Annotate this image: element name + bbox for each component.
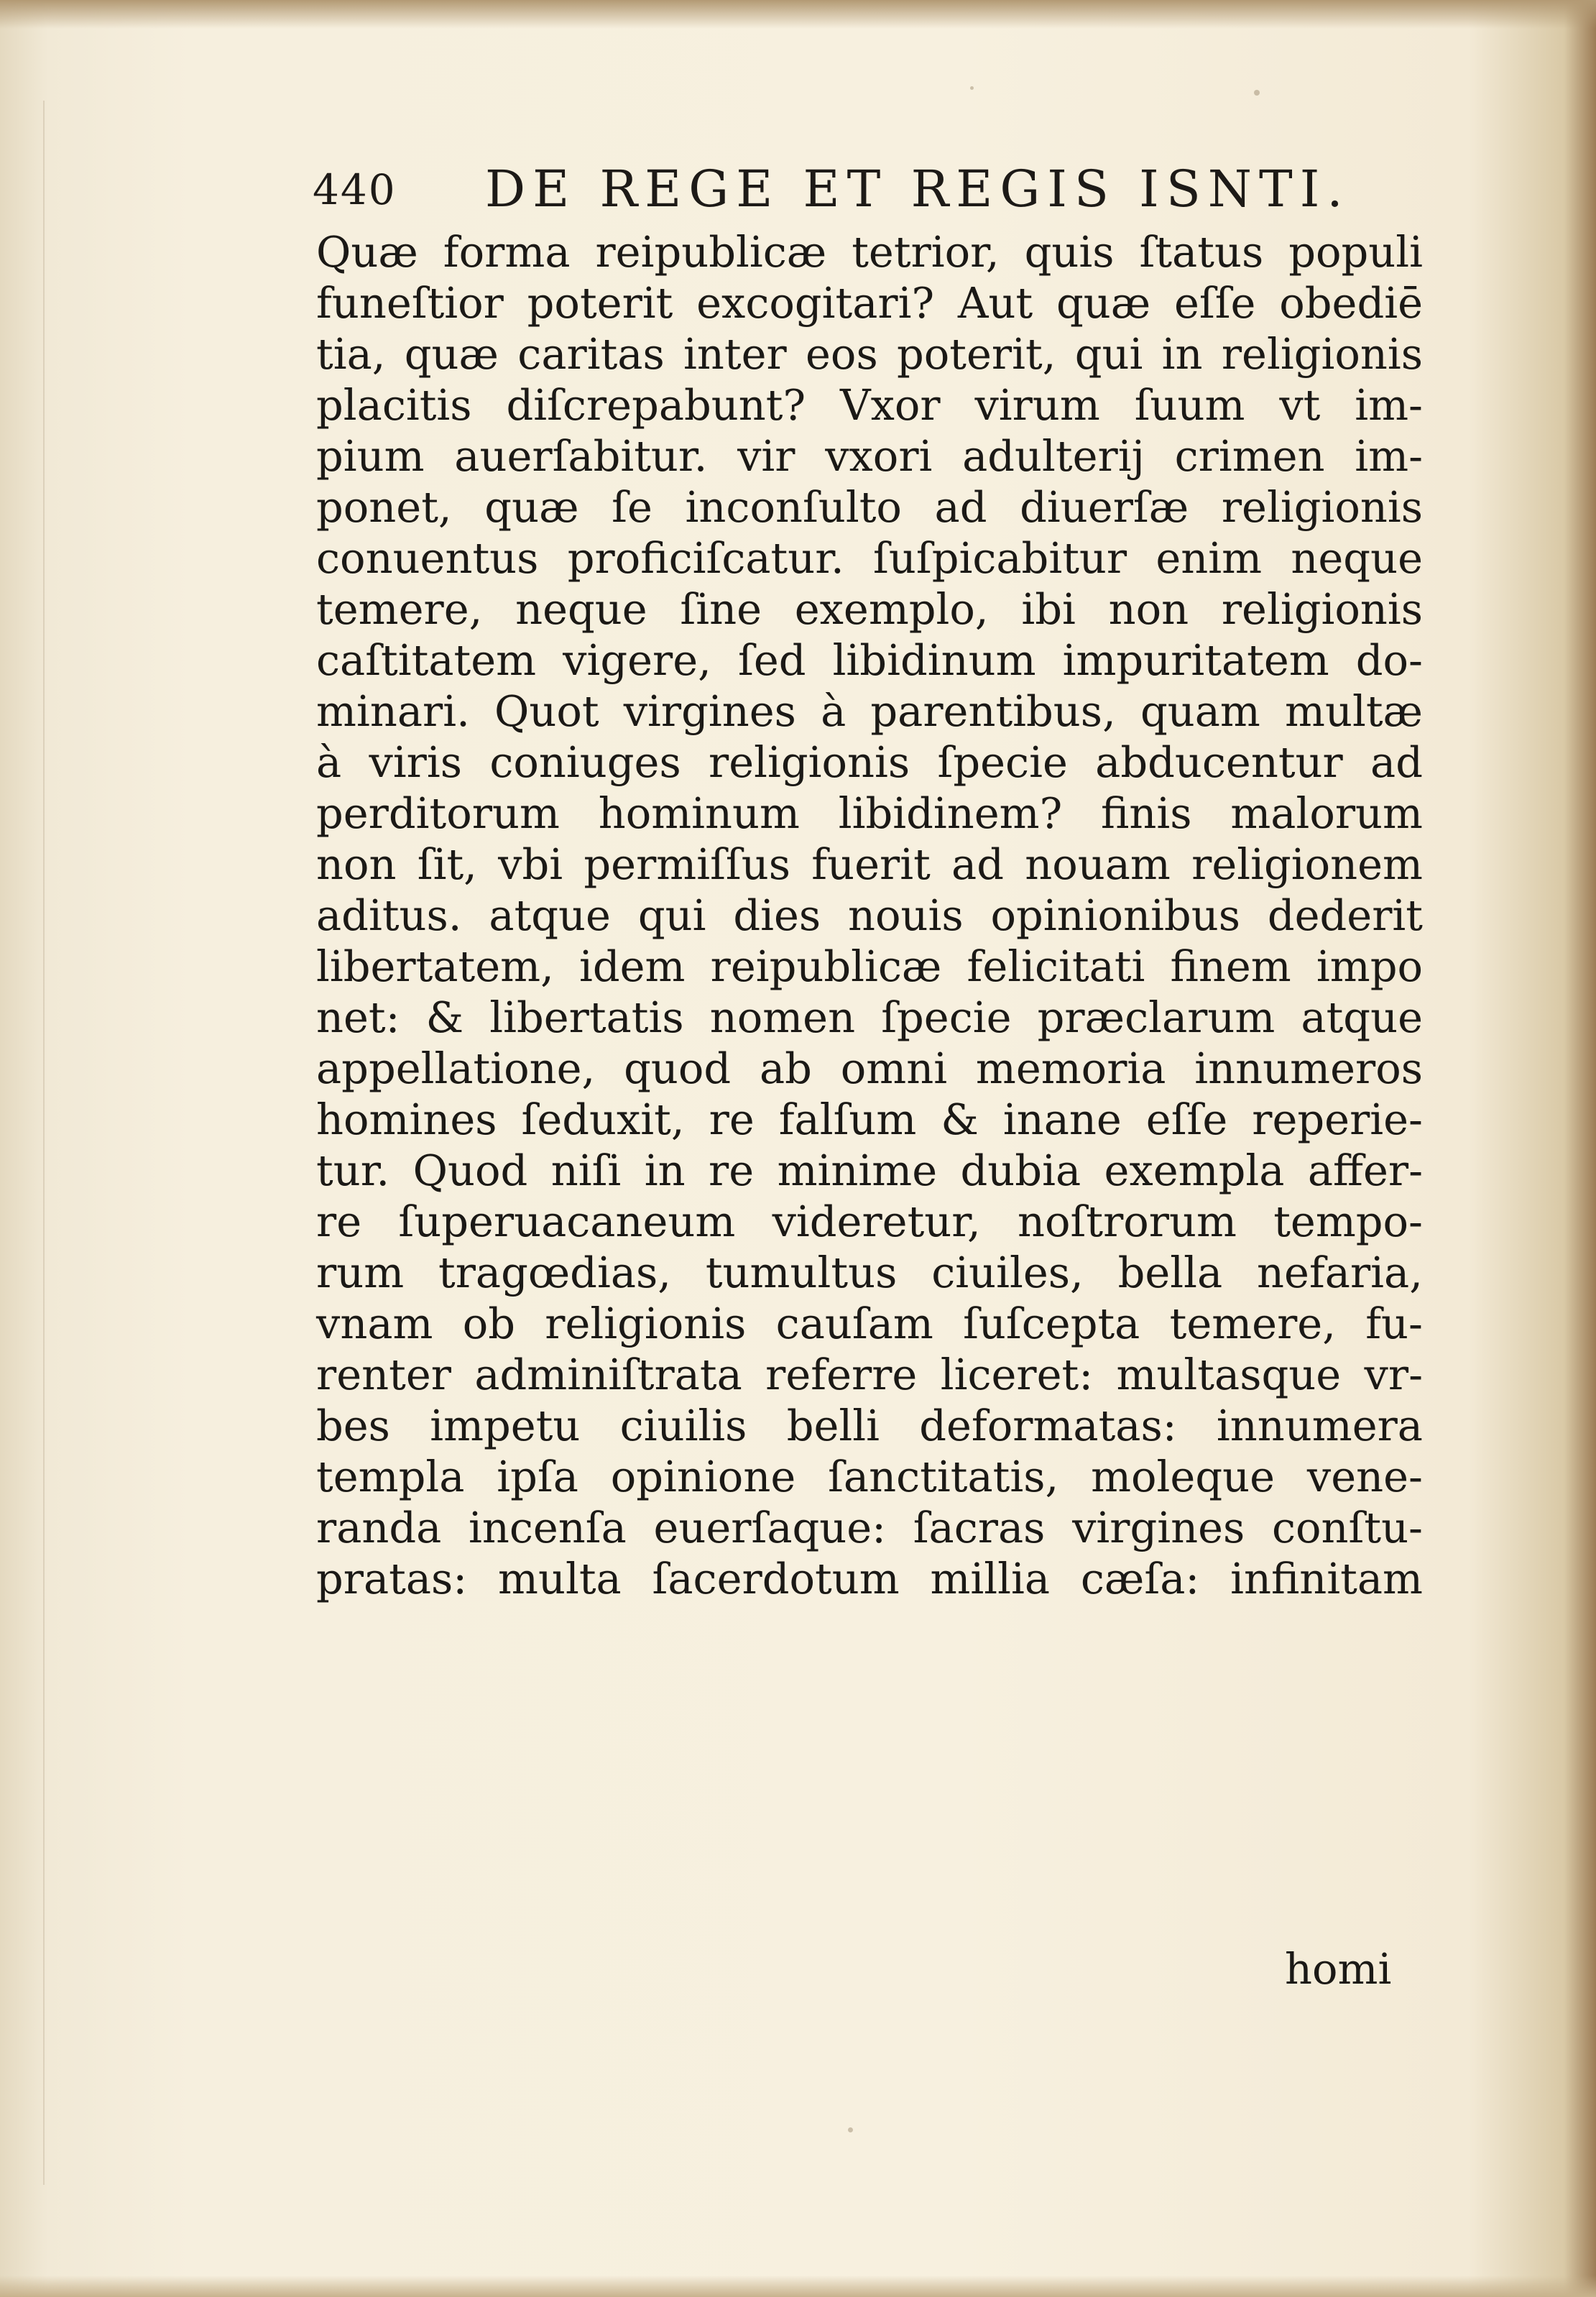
text-line: appellatione, quod ab omni memoria innumeros bbox=[316, 1044, 1423, 1093]
catchword: homi bbox=[1285, 1944, 1392, 1994]
text-line: re ſuperuacaneum videretur, noſtrorum tempo- bbox=[316, 1197, 1423, 1246]
paper-speck bbox=[848, 2127, 853, 2132]
text-line: renter adminiſtrata referre liceret: multasque vr- bbox=[316, 1350, 1423, 1399]
body-text bbox=[316, 226, 1423, 1604]
text-line: Quæ forma reipublicæ tetrior, quis ſtatus populi bbox=[316, 227, 1423, 277]
text-line: non ſit, vbi permiſſus fuerit ad nouam religionem bbox=[316, 839, 1423, 889]
text-line: aditus. atque qui dies nouis opinionibus dederit bbox=[316, 890, 1423, 940]
text-line: ponet, quæ ſe inconſulto ad diuerſæ religionis bbox=[316, 482, 1423, 532]
text-line: minari. Quot virgines à parentibus, quam multæ bbox=[316, 686, 1423, 736]
text-line: randa incenſa euerſaque: ſacras virgines conſtu- bbox=[316, 1503, 1423, 1552]
text-line: tur. Quod niſi in re minime dubia exempla affer- bbox=[316, 1146, 1423, 1195]
text-line: perditorum hominum libidinem? finis malorum bbox=[316, 788, 1423, 838]
running-head: DE REGE ET REGIS ISNTI. bbox=[485, 160, 1350, 218]
text-line: homines ſeduxit, re falſum & inane eſſe reperie- bbox=[316, 1095, 1423, 1144]
text-line: net: & libertatis nomen ſpecie præclarum atque bbox=[316, 993, 1423, 1042]
text-line: pium auerſabitur. vir vxori adulterij crimen im- bbox=[316, 431, 1423, 481]
text-line: funeſtior poterit excogitari? Aut quæ eſſe obediē bbox=[316, 278, 1423, 328]
text-line: placitis diſcrepabunt? Vxor virum ſuum vt im- bbox=[316, 380, 1423, 430]
text-line: templa ipſa opinione ſanctitatis, moleque vene- bbox=[316, 1452, 1423, 1501]
page-fold-shadow bbox=[43, 101, 45, 2185]
text-line: rum tragœdias, tumultus ciuiles, bella nefaria, bbox=[316, 1248, 1423, 1297]
text-line: temere, neque ſine exemplo, ibi non religionis bbox=[316, 584, 1423, 634]
text-line: caſtitatem vigere, ſed libidinum impuritatem do- bbox=[316, 635, 1423, 685]
paper-speck bbox=[1254, 90, 1260, 96]
text-line: libertatem, idem reipublicæ felicitati finem impo bbox=[316, 942, 1423, 991]
text-line: à viris coniuges religionis ſpecie abducentur ad bbox=[316, 737, 1423, 787]
text-line: vnam ob religionis cauſam ſuſcepta temere, fu- bbox=[316, 1299, 1423, 1348]
paper-speck bbox=[970, 86, 974, 90]
page-number: 440 bbox=[313, 165, 397, 214]
text-line: tia, quæ caritas inter eos poterit, qui in religionis bbox=[316, 329, 1423, 379]
page-header bbox=[313, 152, 1350, 218]
text-line: pratas: multa ſacerdotum millia cæſa: infinitam bbox=[316, 1554, 1423, 1603]
text-line: conuentus proficiſcatur. ſuſpicabitur enim neque bbox=[316, 533, 1423, 583]
text-line: bes impetu ciuilis belli deformatas: innumera bbox=[316, 1401, 1423, 1450]
